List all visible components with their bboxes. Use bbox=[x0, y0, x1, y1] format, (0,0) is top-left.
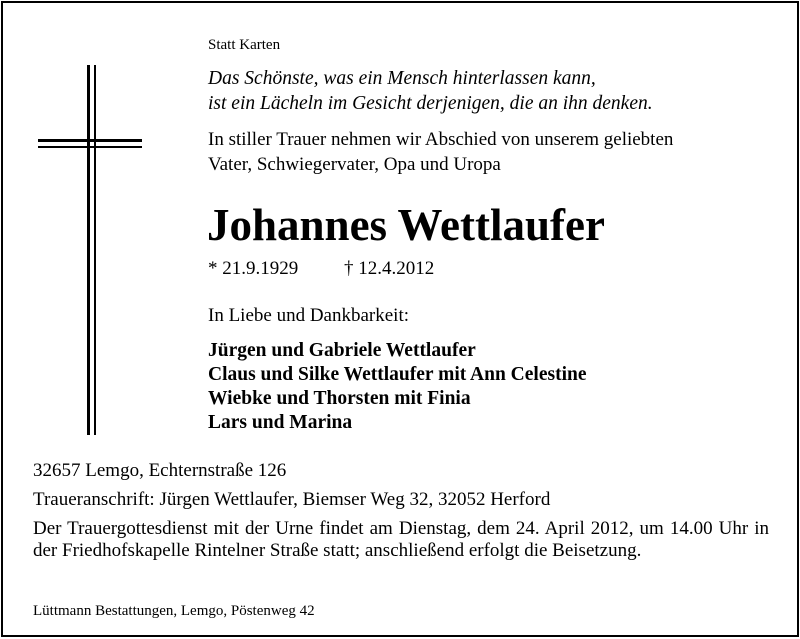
mourner-name: Lars und Marina bbox=[208, 412, 353, 433]
death-date: † 12.4.2012 bbox=[344, 258, 435, 279]
obituary-notice bbox=[1, 1, 799, 637]
mourner-name: Jürgen und Gabriele Wettlaufer bbox=[208, 340, 476, 361]
undertaker: Lüttmann Bestattungen, Lemgo, Pöstenweg 42 bbox=[33, 603, 315, 619]
header-note: Statt Karten bbox=[208, 37, 281, 53]
home-address: 32657 Lemgo, Echternstraße 126 bbox=[33, 460, 287, 481]
intro-line-1: In stiller Trauer nehmen wir Abschied von unserem geliebten bbox=[208, 129, 674, 150]
mourners-heading: In Liebe und Dankbarkeit: bbox=[208, 305, 410, 326]
mourner-name: Wiebke und Thorsten mit Finia bbox=[208, 388, 471, 409]
service-text: Der Trauergottesdienst mit der Urne findet am Dienstag, dem 24. April 2012, um 14.00 Uhr in der Friedhofskapelle Rintelner Straße statt; anschließend erfolgt die Beisetzung. bbox=[33, 518, 769, 561]
deceased-name: Johannes Wettlaufer bbox=[207, 200, 605, 250]
quote-line-2: ist ein Lächeln im Gesicht derjenigen, die an ihn denken. bbox=[208, 93, 653, 114]
intro-line-2: Vater, Schwiegervater, Opa und Uropa bbox=[208, 154, 501, 175]
mourner-name: Claus und Silke Wettlaufer mit Ann Celestine bbox=[208, 364, 587, 385]
quote-line-1: Das Schönste, was ein Mensch hinterlassen kann, bbox=[208, 68, 596, 89]
birth-date: * 21.9.1929 bbox=[208, 258, 299, 279]
mourning-address: Traueranschrift: Jürgen Wettlaufer, Biemser Weg 32, 32052 Herford bbox=[33, 489, 551, 510]
